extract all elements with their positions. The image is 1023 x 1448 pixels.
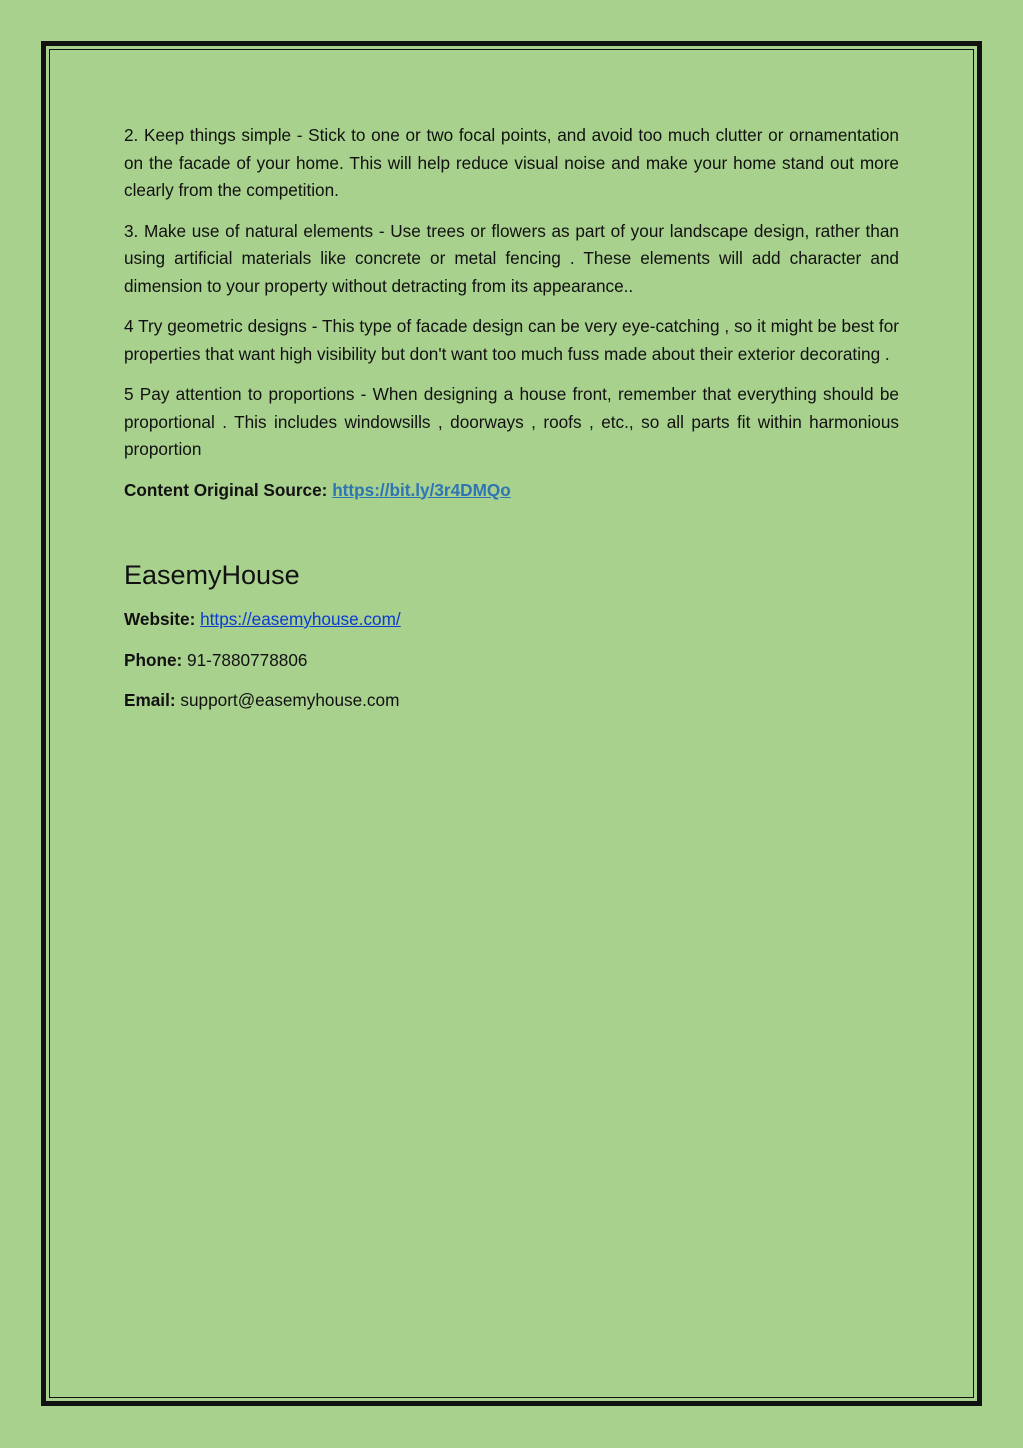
document-body (124, 122, 899, 728)
website-label: Website: (124, 609, 196, 629)
paragraph-proportions: 5 Pay attention to proportions - When designing a house front, remember that everything should be proportional . This includes windowsills , doorways , roofs , etc., so all parts fit within harmonious proportion (124, 384, 899, 459)
website-link[interactable]: https://easemyhouse.com/ (200, 609, 401, 629)
email-label: Email: (124, 690, 176, 710)
email-value: support@easemyhouse.com (180, 690, 400, 710)
source-line (124, 477, 899, 505)
company-name: EasemyHouse (124, 560, 300, 590)
website-line (124, 606, 899, 634)
phone-label: Phone: (124, 649, 183, 670)
paragraph-keep-simple: 2. Keep things simple - Stick to one or two focal points, and avoid too much clutter or ornamentation on the facade of your home. This will help reduce visual noise and make your home stand out more clearly from the competition. (124, 125, 899, 200)
source-label: Content Original Source: (124, 479, 328, 500)
source-link[interactable]: https://bit.ly/3r4DMQo (332, 479, 511, 500)
paragraph-geometric-designs: 4 Try geometric designs - This type of facade design can be very eye-catching , so it might be best for properties that want high visibility but don't want too much fuss made about their exterior decorating . (124, 316, 899, 364)
email-line (124, 687, 899, 715)
phone-value: 91-7880778806 (187, 649, 308, 670)
paragraph-natural-elements: 3. Make use of natural elements - Use trees or flowers as part of your landscape design, rather than using artificial materials like concrete or metal fencing . These elements will add character and dimension to your property without detracting from its appearance.. (124, 220, 899, 296)
phone-line (124, 647, 899, 675)
